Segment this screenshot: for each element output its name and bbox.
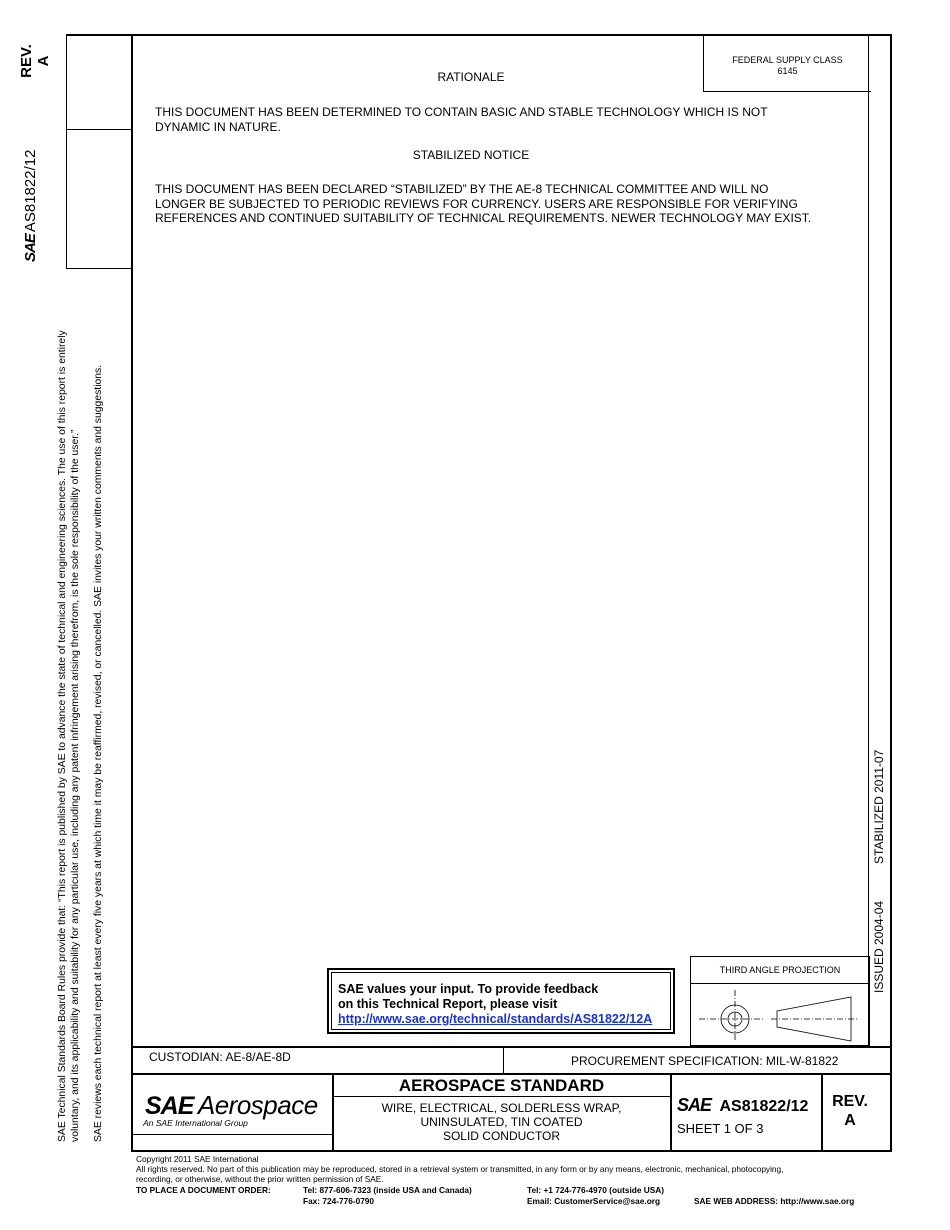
footer-rights1: All rights reserved. No part of this publication may be reproduced, stored in a retrieval system or transmitted, in any form or by any means, electronic, mechanical, photocopying, (136, 1164, 784, 1174)
side-rev-box (66, 34, 132, 130)
sae-logo-icon: SAE (22, 234, 39, 262)
stabilized-line2: LONGER BE SUBJECTED TO PERIODIC REVIEWS FOR CURRENCY. USERS ARE RESPONSIBLE FOR VERIFYING (155, 197, 798, 211)
sae-aerospace-logo (145, 1090, 318, 1121)
federal-supply-class-box (703, 34, 871, 92)
footer-fax: Fax: 724-776-0790 (303, 1196, 375, 1206)
sheet-number: SHEET 1 OF 3 (677, 1121, 764, 1136)
frame-right-outer (890, 34, 892, 1152)
footer-web: SAE WEB ADDRESS: http://www.sae.org (694, 1196, 855, 1206)
side-rev-text: REV. (18, 44, 35, 78)
third-angle-projection-box (690, 956, 870, 1046)
frame-right-inner (868, 34, 869, 1046)
side-doc-number (22, 150, 39, 262)
rev-value: A (844, 1112, 856, 1129)
standard-type: AEROSPACE STANDARD (398, 1076, 605, 1095)
doc-number: AS81822/12 (719, 1098, 809, 1115)
side-rev-label (18, 26, 52, 96)
footer-copyright: Copyright 2011 SAE International (136, 1154, 259, 1164)
stabilized-line1: THIS DOCUMENT HAS BEEN DECLARED “STABILIZED” BY THE AE-8 TECHNICAL COMMITTEE AND WILL NO (155, 182, 769, 196)
feedback-line1: SAE values your input. To provide feedback (338, 982, 599, 996)
procurement-spec: PROCUREMENT SPECIFICATION: MIL-W-81822 (571, 1054, 839, 1068)
side-notice-line2: voluntary, and its applicability and suitability for any particular use, including any patent infringement arising therefrom, is the sole responsibility of the user.” (70, 429, 81, 1142)
footer-email: Email: CustomerService@sae.org (527, 1196, 661, 1206)
feedback-line2: on this Technical Report, please visit (338, 997, 558, 1011)
footer-tel-intl: Tel: +1 724-776-4970 (outside USA) (527, 1185, 665, 1195)
rev-label: REV. (832, 1093, 868, 1110)
stabilized-line3: REFERENCES AND CONTINUED SUITABILITY OF TECHNICAL REQUIREMENTS. NEWER TECHNOLOGY MAY EXIST. (155, 211, 812, 225)
tb-title-divider (670, 1073, 672, 1151)
federal-supply-class-label: FEDERAL SUPPLY CLASS (732, 55, 843, 65)
tb-logo-bottom (131, 1134, 333, 1135)
tb-row1-bottom (131, 1073, 892, 1075)
side-notice-line1: SAE Technical Standards Board Rules provide that: “This report is published by SAE to advance the state of technical and engineering sciences. The use of this report is entirely (57, 330, 68, 1142)
feedback-link[interactable]: http://www.sae.org/technical/standards/AS81822/12A (338, 1012, 653, 1026)
tb-custodian-divider (503, 1046, 504, 1073)
issued-date: ISSUED 2004-04 (872, 900, 886, 993)
footer-rights2: recording, or otherwise, without the prior written permission of SAE. (136, 1174, 384, 1184)
custodian: CUSTODIAN: AE-8/AE-8D (149, 1050, 291, 1064)
footer-tel-usa: Tel: 877-606-7323 (inside USA and Canada) (303, 1185, 472, 1195)
tb-top (131, 1046, 892, 1048)
side-doc-box (66, 129, 132, 269)
brand-name: Aerospace (197, 1090, 318, 1120)
tb-standard-underline (333, 1096, 671, 1097)
rationale-heading: RATIONALE (437, 70, 505, 84)
brand-tagline: An SAE International Group (143, 1118, 248, 1128)
stabilized-date: STABILIZED 2011-07 (872, 749, 886, 864)
rationale-line2: DYNAMIC IN NATURE. (155, 120, 281, 134)
title-line3: SOLID CONDUCTOR (442, 1129, 561, 1143)
federal-supply-class-value: 6145 (777, 66, 798, 76)
feedback-box (327, 968, 675, 1034)
tb-bottom (131, 1150, 892, 1152)
doc-number-cell (677, 1095, 808, 1116)
side-doc-number-text: AS81822/12 (22, 149, 39, 233)
rationale-line1: THIS DOCUMENT HAS BEEN DETERMINED TO CONTAIN BASIC AND STABLE TECHNOLOGY WHICH IS NOT (155, 105, 768, 119)
stabilized-heading: STABILIZED NOTICE (412, 148, 530, 162)
title-line2: UNINSULATED, TIN COATED (420, 1115, 583, 1129)
side-notice-line3: SAE reviews each technical report at least every five years at which time it may be reaffirmed, revised, or cancelled. SAE invites your written comments and suggestions. (93, 364, 104, 1142)
third-angle-projection-title: THIRD ANGLE PROJECTION (691, 957, 869, 984)
third-angle-projection-icon (691, 984, 869, 1046)
feedback-inner (331, 972, 671, 1030)
side-rev-value: A (35, 55, 52, 67)
footer-order-label: TO PLACE A DOCUMENT ORDER: (136, 1185, 271, 1195)
sae-doc-logo-icon: SAE (677, 1095, 712, 1115)
title-line1: WIRE, ELECTRICAL, SOLDERLESS WRAP, (381, 1101, 622, 1115)
sae-brand-icon: SAE (145, 1092, 194, 1120)
